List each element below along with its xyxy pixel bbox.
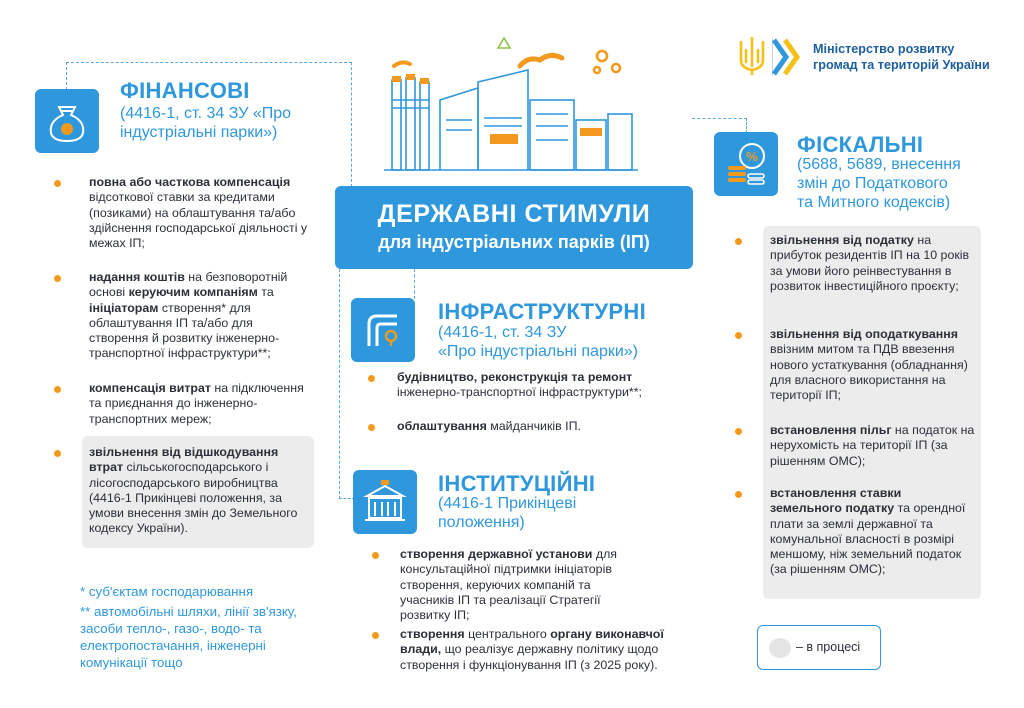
list-item: звільнення від оподаткування ввізним митом та ПДВ ввезення нового устаткування (обладнання) для власного використання на території ІП; — [770, 327, 968, 403]
ministry-name: Міністерство розвитку громад та територій України — [813, 42, 990, 72]
legend-swatch — [769, 638, 791, 658]
list-item: будівництво, реконструкція та ремонт інженерно-транспортної інфраструктури**; — [397, 370, 642, 400]
bullet — [735, 428, 742, 435]
trident-icon — [738, 36, 766, 76]
list-item: звільнення від податку на прибуток резидентів ІП на 10 років за умови його реінвестування в розвиток інвестиційного проєкту; — [770, 233, 970, 293]
connector-line — [351, 62, 352, 187]
connector-line — [66, 62, 67, 90]
bullet — [735, 491, 742, 498]
connector-line — [746, 118, 747, 133]
bullet — [735, 238, 742, 245]
connector-line — [692, 118, 747, 119]
coins-percent-icon — [714, 132, 778, 196]
financial-subtitle: (4416-1, ст. 34 ЗУ «Про індустріальні парки») — [120, 105, 292, 141]
institutional-subtitle: (4416-1 Прикінцеві положення) — [438, 495, 577, 531]
svg-text:%: % — [746, 149, 758, 164]
banner-subtitle: для індустріальних парків (ІП) — [378, 232, 650, 252]
bullet — [372, 632, 379, 639]
fiscal-subtitle: (5688, 5689, внесення змін до Податкового та Митного кодексів) — [797, 156, 961, 211]
bullet — [368, 424, 375, 431]
financial-title: ФІНАНСОВІ — [120, 78, 250, 103]
list-item: встановлення ставки земельного податку та орендної плати за землі державної та комунальної власності в розмірі меншому, ніж земельний податок (за рішенням ОМС); — [770, 486, 966, 577]
bullet — [368, 375, 375, 382]
recycle-icon — [498, 38, 510, 48]
list-item: встановлення пільг на податок на нерухомість на території ІП (за рішенням ОМС); — [770, 423, 975, 468]
legend — [757, 625, 881, 670]
money-bag-icon — [35, 89, 99, 153]
connector-line — [414, 269, 415, 299]
bullet — [54, 180, 61, 187]
bullet — [372, 552, 379, 559]
bullet — [54, 275, 61, 282]
bullet — [54, 450, 61, 457]
fiscal-title: ФІСКАЛЬНІ — [797, 132, 924, 157]
connector-line — [339, 269, 340, 499]
banner-title: ДЕРЖАВНІ СТИМУЛИ — [377, 200, 651, 228]
footnote-1: * суб'єктам господарювання — [80, 584, 254, 599]
road-map-icon — [351, 298, 415, 362]
bullet — [54, 386, 61, 393]
list-item: надання коштів на безповоротній основі керуючим компаніям та ініціаторам створення* для облаштування ІП та/або для створення й розвитку інженерно-транспортної інфраструктури**; — [89, 270, 288, 361]
list-item: створення центрального органу виконавчої влади, що реалізує державну політику щодо створення і функціонування ІП (з 2025 року). — [400, 627, 664, 672]
institutional-title: ІНСТИТУЦІЙНІ — [438, 471, 596, 496]
main-banner — [335, 186, 693, 269]
gear-icon — [594, 51, 620, 73]
bullet — [735, 332, 742, 339]
legend-label: – в процесі — [796, 640, 861, 654]
factory-illustration — [380, 30, 642, 178]
list-item: повна або часткова компенсація відсоткової ставки за кредитами (позиками) на облаштування та/або здійснення господарської діяльності у межах ІП; — [89, 175, 308, 251]
list-item: облаштування майданчиків ІП. — [397, 419, 581, 433]
connector-line — [66, 62, 352, 63]
infrastructure-title: ІНФРАСТРУКТУРНІ — [438, 299, 646, 324]
list-item: створення державної установи для консультаційної підтримки ініціаторів створення, керуючих компаній та учасників ІП та реалізації Стратегії розвитку ІП; — [400, 547, 618, 623]
ministry-chevron-icon — [772, 38, 804, 76]
list-item: компенсація витрат на підключення та приєднання до інженерно-транспортних мереж; — [89, 381, 304, 426]
government-building-icon — [353, 470, 417, 534]
infrastructure-subtitle: (4416-1, ст. 34 ЗУ «Про індустріальні парки») — [438, 324, 638, 360]
footnote-2: ** автомобільні шляхи, лінії зв'язку, засоби тепло-, газо-, водо- та електропостачання, інженерні комунікації тощо — [80, 604, 297, 670]
list-item: звільнення від відшкодування втрат сільськогосподарського і лісогосподарського виробництва (4416-1 Прикінцеві положення, за умови внесення змін до Земельного кодексу України). — [89, 445, 298, 536]
